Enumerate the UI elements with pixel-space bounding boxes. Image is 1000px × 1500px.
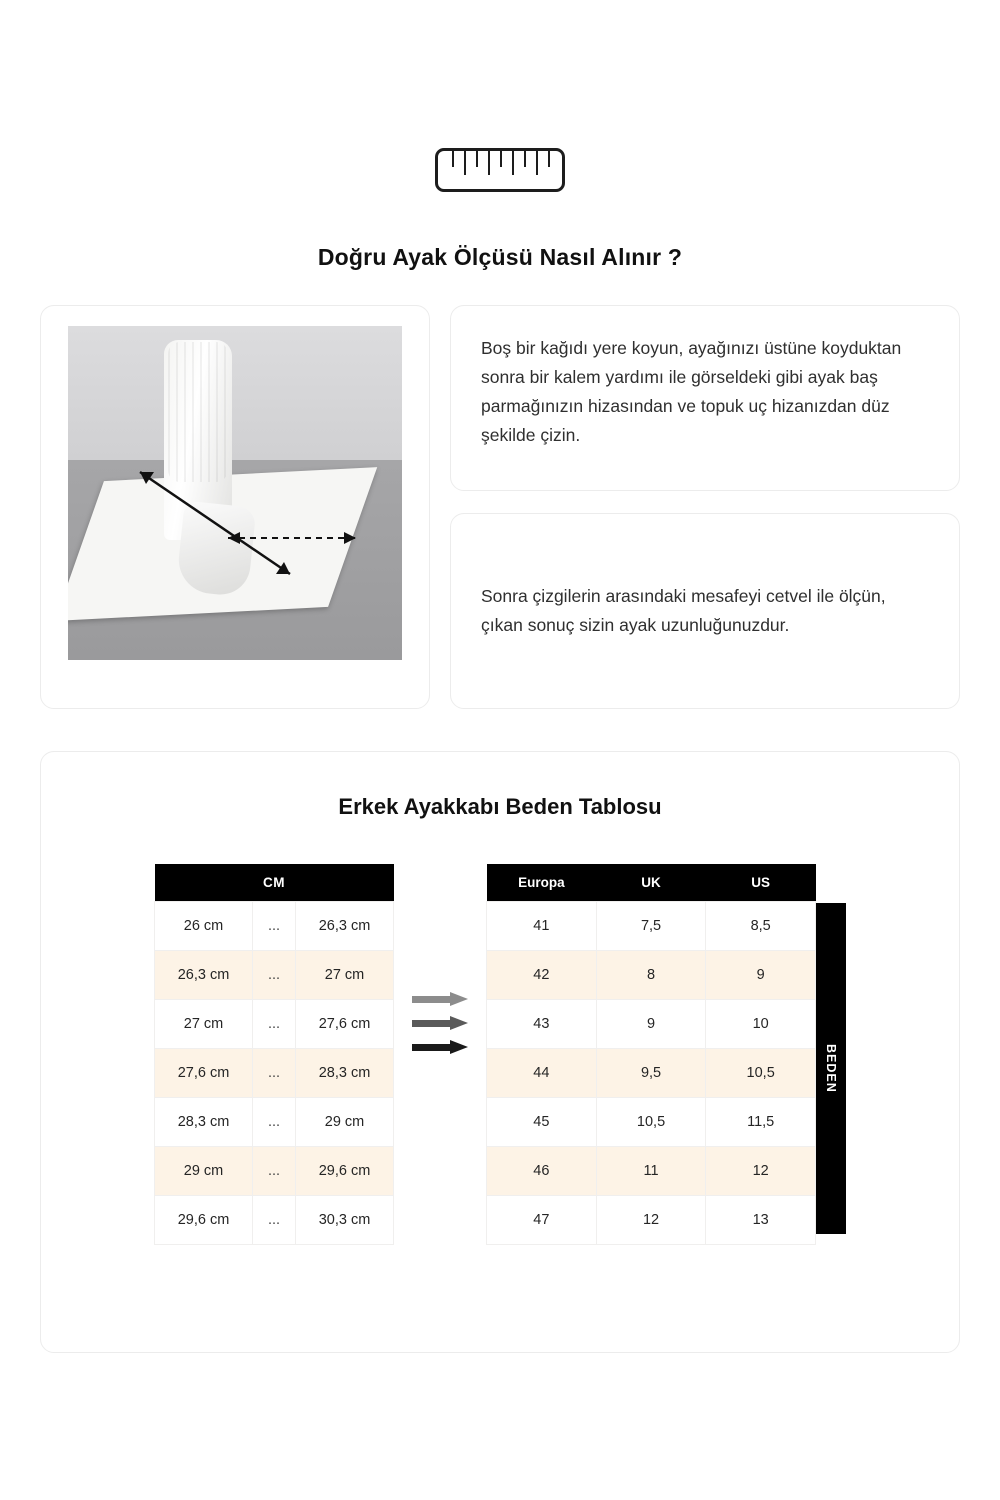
us-value: 10,5 <box>706 1049 816 1098</box>
foot-measurement-photo <box>68 326 402 660</box>
cm-to: 29 cm <box>296 1098 394 1147</box>
instructions-section <box>0 305 1000 709</box>
ruler-icon <box>435 148 565 192</box>
conversion-arrows <box>394 864 486 1054</box>
instruction-text-2: Sonra çizgilerin arasındaki mesafeyi cetvel ile ölçün, çıkan sonuç sizin ayak uzunluğunuzdur. <box>481 586 886 635</box>
cm-dots: ... <box>253 951 296 1000</box>
cm-to: 29,6 cm <box>296 1147 394 1196</box>
cm-to: 30,3 cm <box>296 1196 394 1245</box>
cm-dots: ... <box>253 1098 296 1147</box>
instruction-text-1: Boş bir kağıdı yere koyun, ayağınızı üstüne koyduktan sonra bir kalem yardımı ile görseldeki gibi ayak baş parmağınızın hizasından ve topuk uç hizanızdan düz şekilde çizin. <box>481 338 902 445</box>
cm-to: 28,3 cm <box>296 1049 394 1098</box>
europa-header: Europa <box>487 864 597 902</box>
europa-value: 42 <box>487 951 597 1000</box>
table-row <box>155 1147 394 1196</box>
cm-from: 27,6 cm <box>155 1049 253 1098</box>
us-value: 11,5 <box>706 1098 816 1147</box>
table-row <box>155 1000 394 1049</box>
europa-value: 41 <box>487 902 597 951</box>
cm-dots: ... <box>253 1000 296 1049</box>
cm-table-header: CM <box>155 864 394 902</box>
table-row <box>487 1000 816 1049</box>
europa-value: 43 <box>487 1000 597 1049</box>
arrow-icon <box>412 1040 468 1054</box>
cm-to: 27,6 cm <box>296 1000 394 1049</box>
instruction-card-1 <box>450 305 960 491</box>
arrow-icon <box>412 992 468 1006</box>
uk-value: 11 <box>596 1147 706 1196</box>
uk-value: 8 <box>596 951 706 1000</box>
table-row <box>155 1196 394 1245</box>
cm-from: 29 cm <box>155 1147 253 1196</box>
cm-from: 26,3 cm <box>155 951 253 1000</box>
page-header <box>0 0 1000 271</box>
uk-value: 7,5 <box>596 902 706 951</box>
uk-value: 10,5 <box>596 1098 706 1147</box>
europa-value: 45 <box>487 1098 597 1147</box>
cm-dots: ... <box>253 1147 296 1196</box>
page-title: Doğru Ayak Ölçüsü Nasıl Alınır ? <box>317 244 683 270</box>
tables-wrapper <box>41 864 959 1245</box>
uk-value: 12 <box>596 1196 706 1245</box>
arrow-icon <box>412 1016 468 1030</box>
cm-from: 28,3 cm <box>155 1098 253 1147</box>
uk-value: 9,5 <box>596 1049 706 1098</box>
cm-dots: ... <box>253 1196 296 1245</box>
us-value: 9 <box>706 951 816 1000</box>
beden-label-text: BEDEN <box>824 1044 838 1093</box>
table-row <box>487 1196 816 1245</box>
measurement-arrows-overlay <box>68 326 402 660</box>
us-value: 10 <box>706 1000 816 1049</box>
uk-value: 9 <box>596 1000 706 1049</box>
cm-dots: ... <box>253 1049 296 1098</box>
europa-value: 44 <box>487 1049 597 1098</box>
size-table-title: Erkek Ayakkabı Beden Tablosu <box>338 794 662 819</box>
table-row <box>487 1098 816 1147</box>
photo-card <box>40 305 430 709</box>
size-table-section <box>40 751 960 1353</box>
size-conversion-table <box>486 864 816 1245</box>
instruction-text-column <box>450 305 960 709</box>
us-header: US <box>706 864 816 902</box>
table-row <box>487 902 816 951</box>
cm-dots: ... <box>253 902 296 951</box>
cm-from: 26 cm <box>155 902 253 951</box>
table-row <box>155 902 394 951</box>
uk-header: UK <box>596 864 706 902</box>
cm-to: 27 cm <box>296 951 394 1000</box>
cm-table <box>154 864 394 1245</box>
cm-to: 26,3 cm <box>296 902 394 951</box>
beden-side-label <box>816 903 846 1234</box>
table-row <box>155 1049 394 1098</box>
instruction-card-2 <box>450 513 960 709</box>
europa-value: 46 <box>487 1147 597 1196</box>
cm-from: 27 cm <box>155 1000 253 1049</box>
us-value: 12 <box>706 1147 816 1196</box>
table-row <box>155 951 394 1000</box>
table-row <box>155 1098 394 1147</box>
europa-value: 47 <box>487 1196 597 1245</box>
table-row <box>487 1049 816 1098</box>
us-value: 13 <box>706 1196 816 1245</box>
us-value: 8,5 <box>706 902 816 951</box>
table-row <box>487 951 816 1000</box>
cm-from: 29,6 cm <box>155 1196 253 1245</box>
table-row <box>487 1147 816 1196</box>
